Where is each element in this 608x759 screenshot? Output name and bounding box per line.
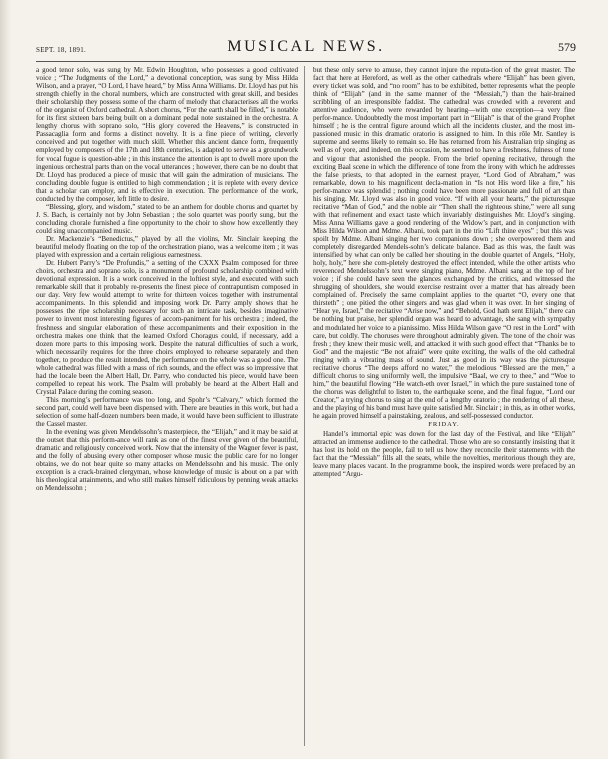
header-title: MUSICAL NEWS. bbox=[227, 38, 385, 55]
header-date: SEPT. 18, 1891. bbox=[36, 46, 87, 54]
column-divider bbox=[304, 66, 305, 746]
paragraph: In the evening was given Mendelssohn’s masterpiece, the “Elijah,” and it may be said at the outset that this perform-ance will rank as one of the finest ever given of the beautiful, dramatic and religiously conceived work. Now that the intensity of the Wagner fever is past, and the folly of abusing every other composer whose music the public care for no longer obtains, we do not hear quite so many attacks on Mendelssohn and his music. The only exception is a crack-brained clergyman, whose knowledge of music is about on a par with his theological attainments, and who still makes himself ridiculous by penning weak attacks on Mendelssohn ; bbox=[36, 428, 298, 493]
paragraph: Dr. Mackenzie’s “Benedictus,” played by all the violins, Mr. Sinclair keeping the beautiful melody floating on the top of the orchestration piano, was a welcome item ; it was played with expression and a certain religious earnestness. bbox=[36, 234, 298, 260]
left-column bbox=[36, 66, 298, 756]
right-column bbox=[313, 66, 575, 756]
section-heading-friday: FRIDAY. bbox=[428, 421, 460, 429]
paragraph: but these only serve to amuse, they cannot injure the reputa-tion of the great master. The fact that here at Hereford, as well as the other cathedrals where “Elijah” has been given, every ticket was sold, and “no room” has to be exhibited, better represents what the people think of “Elijah” (and in the same manner of the “Messiah,”) than the hair-brained scribbling of an irresponsible faddist. The cathedral was crowded with a reverent and attentive audience, who were rewarded by hearing—with one exception—a very fine perfor-mance. Undoubtedly the most important part in “Elijah” is that of the grand Prophet himself ; he is the central figure around which all the incidents cluster, and the most im-passioned music in this dramatic oratorio is assigned to him. In this rôle Mr. Santley is supreme and seems likely to remain so. He has returned from his Australian trip singing as well as of yore, and indeed, on this occasion, he seemed to have a freshness, fulness of tone and vigour that astonished the people. From the brief opening recitative, through the exciting Baal scene in which the difference of tone from the irony with which he addresses the false priests, to that adopted in the earnest prayer, “Lord God of Abraham,” was remarkable, down to his magnificent decla-mation in “Is not His word like a fire,” his perfor-mance was splendid ; nothing could have been more passionate and full of art than his singing. Mr. Lloyd was also in good voice. “If with all your hearts,” the picturesque recitative “Man of God,” and the noble air “Then shall the righteous shine,” were all sung with that refinement and exact taste which invariably distinguishes Mr. Lloyd’s singing. Miss Anna Williams gave a good rendering of the Widow’s part, and in conjunction with Miss Hilda Wilson and Mdme. Albani, took part in the trio “Lift thine eyes” ; but this was spoilt by Mdme. Albani singing her two companions down ; she overpowered them and completely disregarded Mendels-sohn’s delicate balance. Bad as this was, the fault was intensified by what can only be called her shouting in the double quartet of Angels, “Holy, holy, holy,” here she com-pletely destroyed the effect intended, while the other artists who reverenced Mendelssohn’s text were singing piano, Mdme. Albani sang at the top of her voice ; if she could have seen the glances exchanged by the critics, and witnessed the shrugging of shoulders, she would exercise restraint over a matter that has already been complained of. Precisely the same complaint applies to the quartet “O, every one that thirsteth” ; one pitied the other singers and was glad when it was over. In her singing of “Hear ye, Israel,” the recitative “Arise now,” and “Behold, God hath sent Elijah,” there can be nothing but praise, her splendid organ was heard to advantage, she sang with sympathy and modulated her voice to a pianissimo. Miss Hilda Wilson gave “O rest in the Lord” with care, but coldly. The choruses were throughout admirably given. The tone of the choir was fresh ; they knew their music well, and attacked it with such good effect that “Thanks be to God” and the majestic “Be not afraid” were quite exciting, the walls of the old cathedral ringing with a vibrating mass of sound. Just as good in its way was the picturesque recitative chorus “The deeps afford no water,” the melodious “Blessed are the men,” a difficult chorus to sing uniformly well, the impulsive “Baal, we cry to thee,” and “Woe to him,” the beautiful flowing “He watch-eth over Israel,” in which the pure sustained tone of the chorus was delightful to listen to, the earthquake scene, and the final fugue, “Lord our Creator,” a trying chorus to sing at the end of a lengthy oratorio ; the rendering of all these, and the playing of his band must have quite satisfied Mr. Sinclair ; in this, as in other works, he again proved himself a painstaking, zealous, and self-possessed conductor. bbox=[313, 66, 575, 421]
header-rule bbox=[36, 61, 576, 62]
paragraph: Handel’s immortal epic was down for the last day of the Festival, and like “Elijah” attracted an immense audience to the cathedral. Those who are so constantly insisting that it has lost its hold on the people, fail to tell us how they reconcile their statements with the fact that the “Messiah” fills all the seats, while the novelties, meritorious though they are, leave many places vacant. In the programme book, the inspired words were prefaced by an attempted “Argu- bbox=[313, 430, 575, 479]
page-gutter-shadow bbox=[0, 0, 12, 759]
paragraph: Dr. Hubert Parry’s “De Profundis,” a setting of the CXXX Psalm composed for three choirs, orchestra and soprano solo, is a monument of profound scholarship combined with devotional expression. It is a work conceived in the loftiest style, and executed with such remarkable skill that it probably re-presents the finest piece of contrapuntism composed in our day. Very few would attempt to write for thirteen voices together with instrumental accompaniments. In this splendid and imposing work Dr. Parry amply shows that he possesses the ripe scholarship necessary for such an intricate task, besides imaginative power to invent most interesting figures of accom-paniment for his orchestra ; indeed, the freshness and singular elaboration of these accompaniments and their exposition in the orchestra makes one think that the learned Oxford Choragus could, if necessary, add a dozen more parts to this imposing work. Despite the natural difficulties of such a work, which necessarily requires for the three choirs employed to rehearse separately and then together, to produce the result intended, the performance on the whole was a good one. The whole cathedral was filled with a mass of rich sounds, and the effect was so impressive that had the locale been the Albert Hall, Dr. Parry, who conducted his piece, would have been compelled to repeat his work. The Psalm will probably be heard at the Albert Hall and Crystal Palace during the coming season. bbox=[36, 259, 298, 396]
paragraph: This morning’s performance was too long, and Spohr’s “Calvary,” which formed the second part, could well have been dispensed with. There are beauties in this work, but had a selection of some half-dozen numbers been made, it would have been sufficient to illustrate the Cassel master. bbox=[36, 395, 298, 429]
paragraph: “Blessing, glory, and wisdom,” stated to be an anthem for double chorus and quartet by J. S. Bach, is certainly not by John Sebastian ; the solo quartet was poorly sung, but the concluding chorale furnished a fine opportunity to the choir to show how excellently they could sing unaccompanied music. bbox=[36, 202, 298, 235]
page-header bbox=[36, 38, 576, 60]
paragraph: a good tenor solo, was sung by Mr. Edwin Houghton, who possesses a good cultivated voice ; “The Judgments of the Lord,” a devotional conception, was sung by Miss Hilda Wilson, and a prayer, “O Lord, I have heard,” by Miss Anna Williams. Dr. Lloyd has put his strength chiefly in the choral numbers, which are constructed with great skill, and besides their scholarship they possess some of the charm of melody that characterises all the works of the organist of Oxford cathedral. A short chorus, “For the earth shall be filled,” is notable for its first sixteen bars being built on a dominant pedal note sustained in the orchestra. A lengthy chorus with soprano solo, “His glory covered the Heavens,” is constructed in Passacaglia form and forms a distinct novelty. It is a fine piece of writing, cleverly conceived and put together with much skill. Whether this ancient dance form, frequently employed by composers of the 17th and 18th centuries, is adapted to serve as a groundwork for vocal fugue is question-able ; in this instance the attention is apt to dwell more upon the ingenious orchestral parts than on the vocal utterances ; however, there can be no doubt that Dr. Lloyd has produced a piece of music that will gain the admiration of musicians. The concluding double fugue is entitled to high commendation ; it is replete with every device that a scholar can employ, and is effective in execution. The performance of the work, conducted by the composer, left little to desire. bbox=[36, 66, 298, 203]
header-page-number: 579 bbox=[558, 40, 576, 54]
